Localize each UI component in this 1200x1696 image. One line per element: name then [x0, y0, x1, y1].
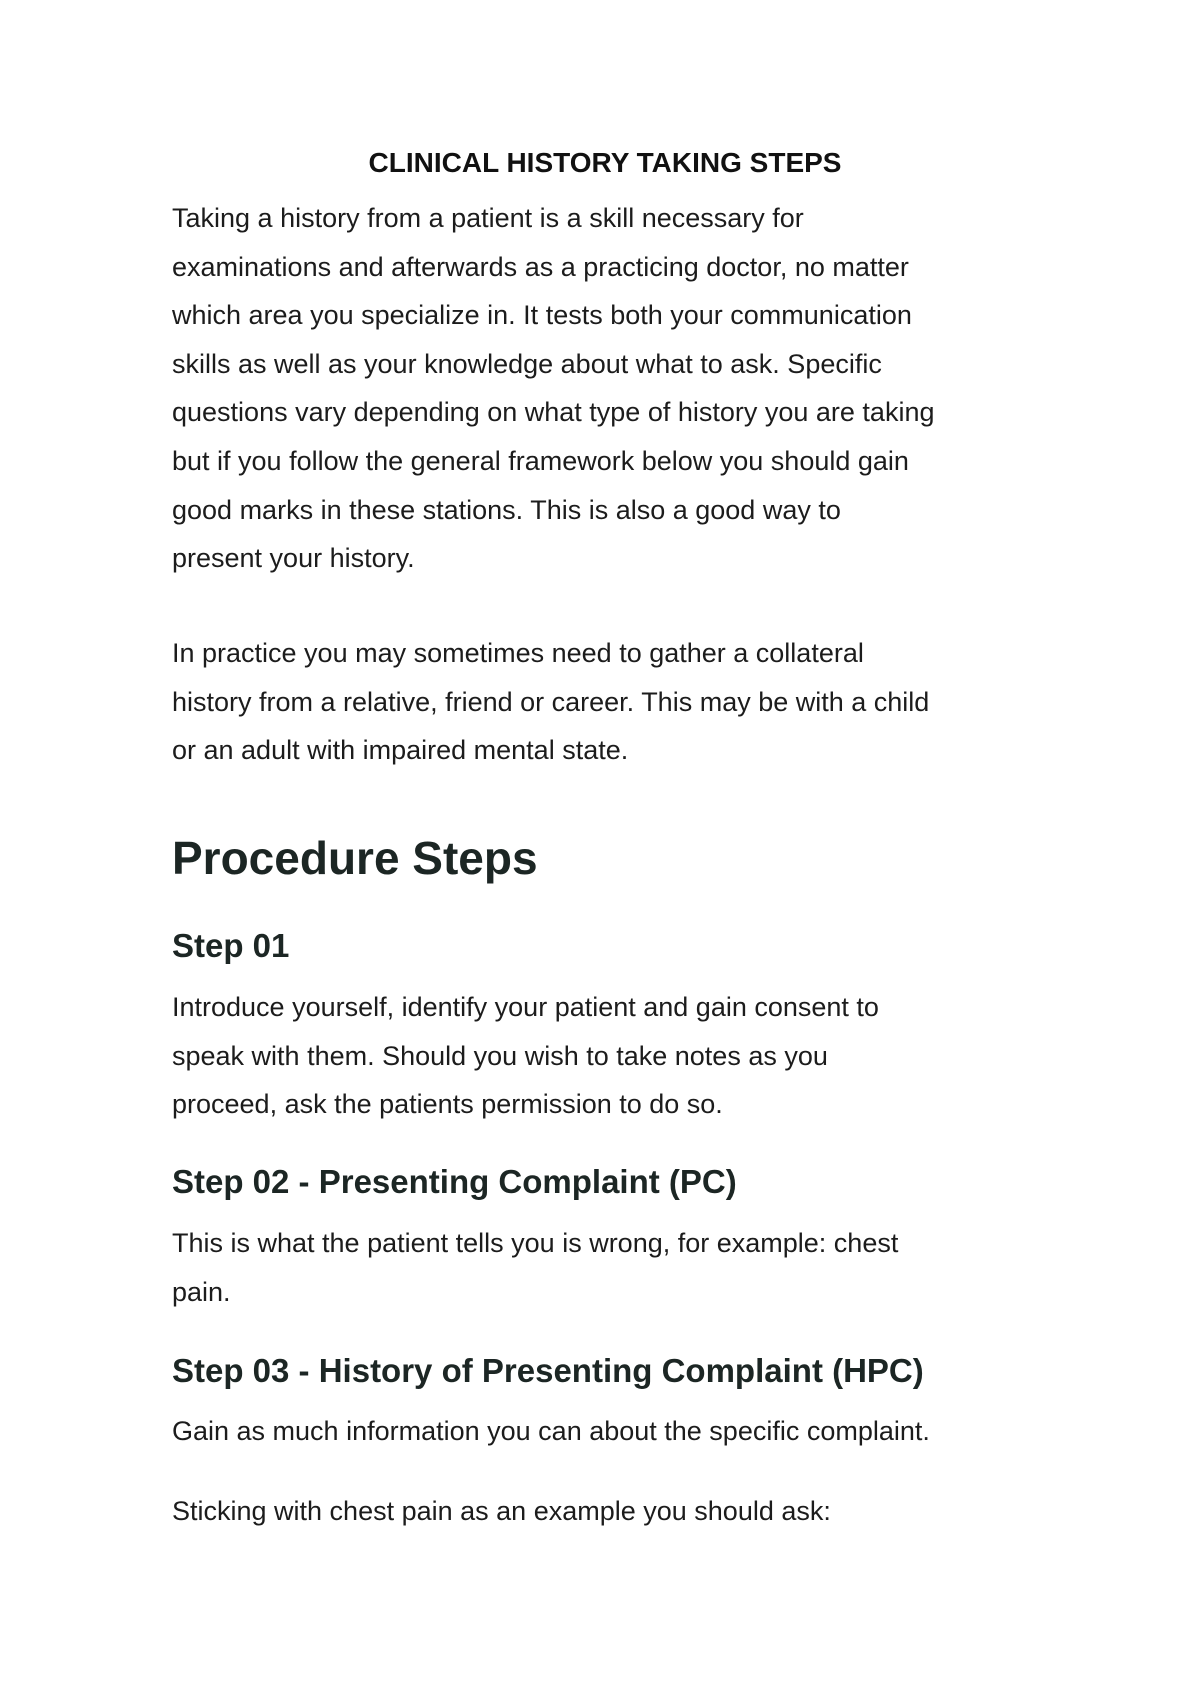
step-paragraph	[172, 983, 1052, 1129]
step-heading: Step 03 - History of Presenting Complaint (HPC)	[172, 1352, 924, 1389]
intro-paragraph-2	[172, 629, 1052, 775]
text-line: This is what the patient tells you is wrong, for example: chest	[172, 1228, 899, 1258]
text-line: skills as well as your knowledge about what to ask. Specific	[172, 348, 882, 379]
text-line: present your history.	[172, 543, 415, 574]
step-paragraph	[172, 1487, 1052, 1536]
step-paragraph	[172, 1219, 1052, 1316]
intro-paragraph-1	[172, 194, 1052, 583]
text-line: but if you follow the general framework below you should gain	[172, 445, 909, 476]
section-heading: Procedure Steps	[172, 832, 538, 884]
text-line: Sticking with chest pain as an example you should ask:	[172, 1496, 831, 1526]
step-heading: Step 01	[172, 927, 290, 964]
text-line: speak with them. Should you wish to take notes as you	[172, 1040, 828, 1071]
step-paragraph	[172, 1407, 1052, 1456]
text-line: pain.	[172, 1276, 231, 1307]
text-line: proceed, ask the patients permission to do so.	[172, 1089, 723, 1120]
document-title: CLINICAL HISTORY TAKING STEPS	[368, 147, 842, 178]
text-line: good marks in these stations. This is also a good way to	[172, 494, 841, 525]
text-line: Taking a history from a patient is a skill necessary for	[172, 203, 804, 233]
text-line: examinations and afterwards as a practicing doctor, no matter	[172, 251, 909, 282]
text-line: which area you specialize in. It tests both your communication	[172, 300, 912, 331]
text-line: or an adult with impaired mental state.	[172, 735, 629, 766]
text-line: questions vary depending on what type of history you are taking	[172, 397, 935, 428]
text-line: history from a relative, friend or career. This may be with a child	[172, 686, 930, 717]
text-line: In practice you may sometimes need to gather a collateral	[172, 638, 864, 668]
text-line: Gain as much information you can about the specific complaint.	[172, 1416, 930, 1446]
text-line: Introduce yourself, identify your patient and gain consent to	[172, 992, 879, 1022]
step-heading: Step 02 - Presenting Complaint (PC)	[172, 1163, 737, 1200]
